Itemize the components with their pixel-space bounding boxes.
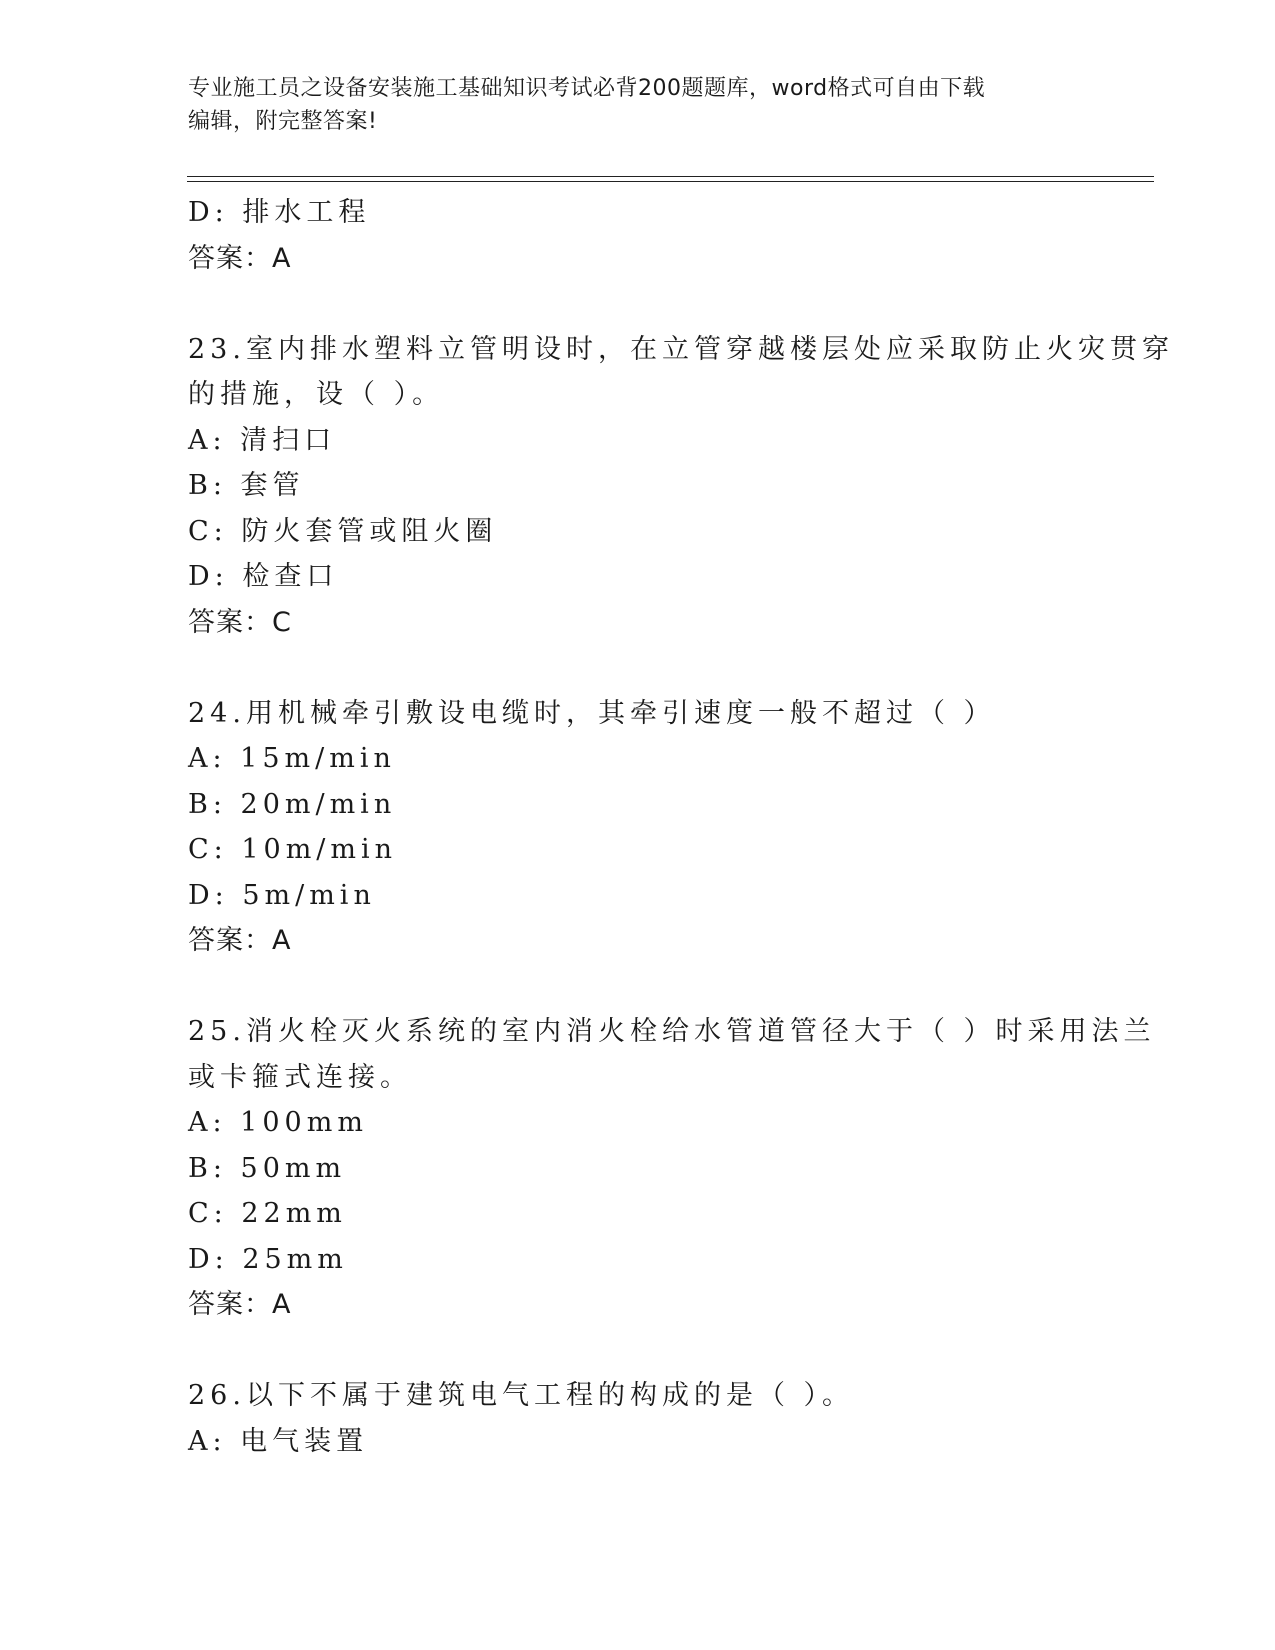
option-d: D: 检查口 (188, 561, 339, 592)
option-a: A: 15m/min (188, 743, 396, 774)
document-header (188, 72, 1088, 138)
answer: 答案：C (188, 606, 292, 638)
option-d: D: 排水工程 (188, 197, 371, 228)
question-list (188, 190, 1174, 1464)
answer: 答案：A (188, 1289, 292, 1320)
question-text-line-1: 24.用机械牵引敷设电缆时，其牵引速度一般不超过（ ） (188, 697, 996, 729)
option-c: C: 10m/min (188, 834, 398, 865)
option-d: D: 5m/min (188, 879, 376, 911)
option-a: A: 清扫口 (188, 424, 337, 456)
question-24 (188, 691, 1088, 964)
option-c: C: 22mm (188, 1198, 347, 1229)
header-divider-top (187, 176, 1154, 177)
question-text-line-1: 26.以下不属于建筑电气工程的构成的是（ ）。 (188, 1380, 855, 1411)
option-d: D: 25mm (188, 1243, 348, 1275)
option-b: B: 套管 (188, 470, 305, 501)
question-23 (188, 327, 1174, 646)
question-22-tail (188, 190, 1088, 281)
header-divider-bottom (187, 181, 1154, 182)
question-text-line-2: 的措施，设（ ）。 (188, 379, 445, 410)
option-a: A: 电气装置 (188, 1425, 369, 1457)
option-a: A: 100mm (188, 1107, 368, 1138)
option-b: B: 20m/min (188, 788, 397, 820)
answer: 答案：A (188, 242, 292, 274)
option-b: B: 50mm (188, 1152, 347, 1184)
header-line-2: 编辑，附完整答案! (188, 109, 378, 134)
header-line-1: 专业施工员之设备安装施工基础知识考试必背200题题库，word格式可自由下载 (188, 76, 986, 101)
option-c: C: 防火套管或阻火圈 (188, 515, 498, 547)
answer: 答案：A (188, 925, 292, 956)
question-26 (188, 1373, 1088, 1464)
question-text-line-1: 23.室内排水塑料立管明设时，在立管穿越楼层处应采取防止火灾贯穿 (188, 333, 1174, 365)
question-text-line-1: 25.消火栓灭火系统的室内消火栓给水管道管径大于（ ）时采用法兰 (188, 1016, 1156, 1047)
question-text-line-2: 或卡箍式连接。 (188, 1061, 412, 1093)
question-25 (188, 1009, 1156, 1328)
